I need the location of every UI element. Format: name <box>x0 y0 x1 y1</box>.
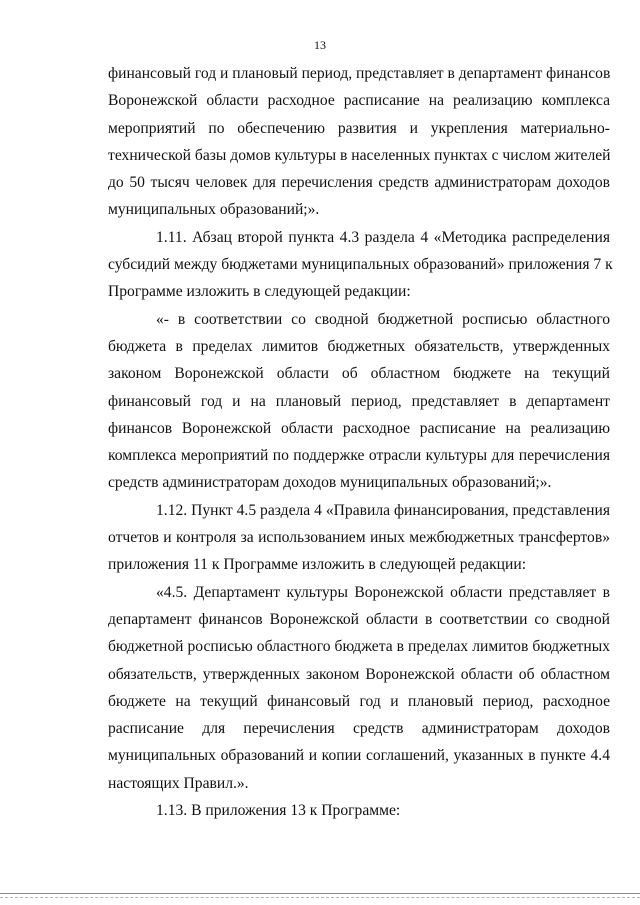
text-line: расписание для перечисления средств администраторам доходов <box>108 720 610 738</box>
text-line: обязательств, утвержденных законом Воронежской области об областном <box>108 665 610 683</box>
text-line: мероприятий по обеспечению развития и укрепления материально- <box>108 119 610 137</box>
paragraph <box>108 224 613 306</box>
text-line: Воронежской области расходное расписание на реализацию комплекса <box>108 92 610 110</box>
paragraph <box>108 579 610 797</box>
text-line: законом Воронежской области об областном бюджете на текущий <box>108 365 610 383</box>
paragraph <box>108 306 610 497</box>
text-line: финансовый год и на плановый период, представляет в департамент <box>108 392 610 410</box>
document-body <box>108 60 613 824</box>
text-line: до 50 тысяч человек для перечисления средств администраторам доходов <box>108 174 610 192</box>
paragraph <box>108 60 610 224</box>
text-line: субсидий между бюджетами муниципальных образований» приложения 7 к <box>108 256 613 274</box>
paragraph <box>108 497 610 579</box>
text-line: технической базы домов культуры в населенных пунктах с числом жителей <box>108 146 611 164</box>
text-line: 1.12. Пункт 4.5 раздела 4 «Правила финансирования, представления <box>156 501 610 519</box>
text-line: муниципальных образований;». <box>108 201 320 219</box>
text-line: 1.11. Абзац второй пункта 4.3 раздела 4 «Методика распределения <box>156 228 610 246</box>
paragraph <box>108 797 610 824</box>
text-line: комплекса мероприятий по поддержке отрасли культуры для перечисления <box>108 447 610 465</box>
text-line: Программе изложить в следующей редакции: <box>108 283 411 301</box>
text-line: бюджетной росписью областного бюджета в пределах лимитов бюджетных <box>108 638 610 656</box>
text-line: «- в соответствии со сводной бюджетной росписью областного <box>156 310 610 328</box>
text-line: департамент финансов Воронежской области в соответствии со сводной <box>108 610 610 628</box>
text-line: бюджета в пределах лимитов бюджетных обязательств, утвержденных <box>108 337 610 355</box>
text-line: отчетов и контроля за использованием иных межбюджетных трансфертов» <box>108 529 610 547</box>
bottom-border-line <box>0 893 640 894</box>
text-line: средств администраторам доходов муниципальных образований;». <box>108 474 552 492</box>
page-number: 13 <box>314 38 326 52</box>
text-line: 1.13. В приложения 13 к Программе: <box>156 802 401 820</box>
text-line: финансовый год и плановый период, представляет в департамент финансов <box>108 65 611 82</box>
text-line: муниципальных образований и копии соглашений, указанных в пункте 4.4 <box>108 747 610 765</box>
text-line: финансов Воронежской области расходное расписание на реализацию <box>108 419 610 437</box>
text-line: приложения 11 к Программе изложить в следующей редакции: <box>108 556 527 574</box>
text-line: «4.5. Департамент культуры Воронежской области представляет в <box>156 583 610 601</box>
bottom-border-line-dashed <box>0 897 640 898</box>
text-line: бюджете на текущий финансовый год и плановый период, расходное <box>108 692 610 710</box>
text-line: настоящих Правил.». <box>108 774 249 792</box>
